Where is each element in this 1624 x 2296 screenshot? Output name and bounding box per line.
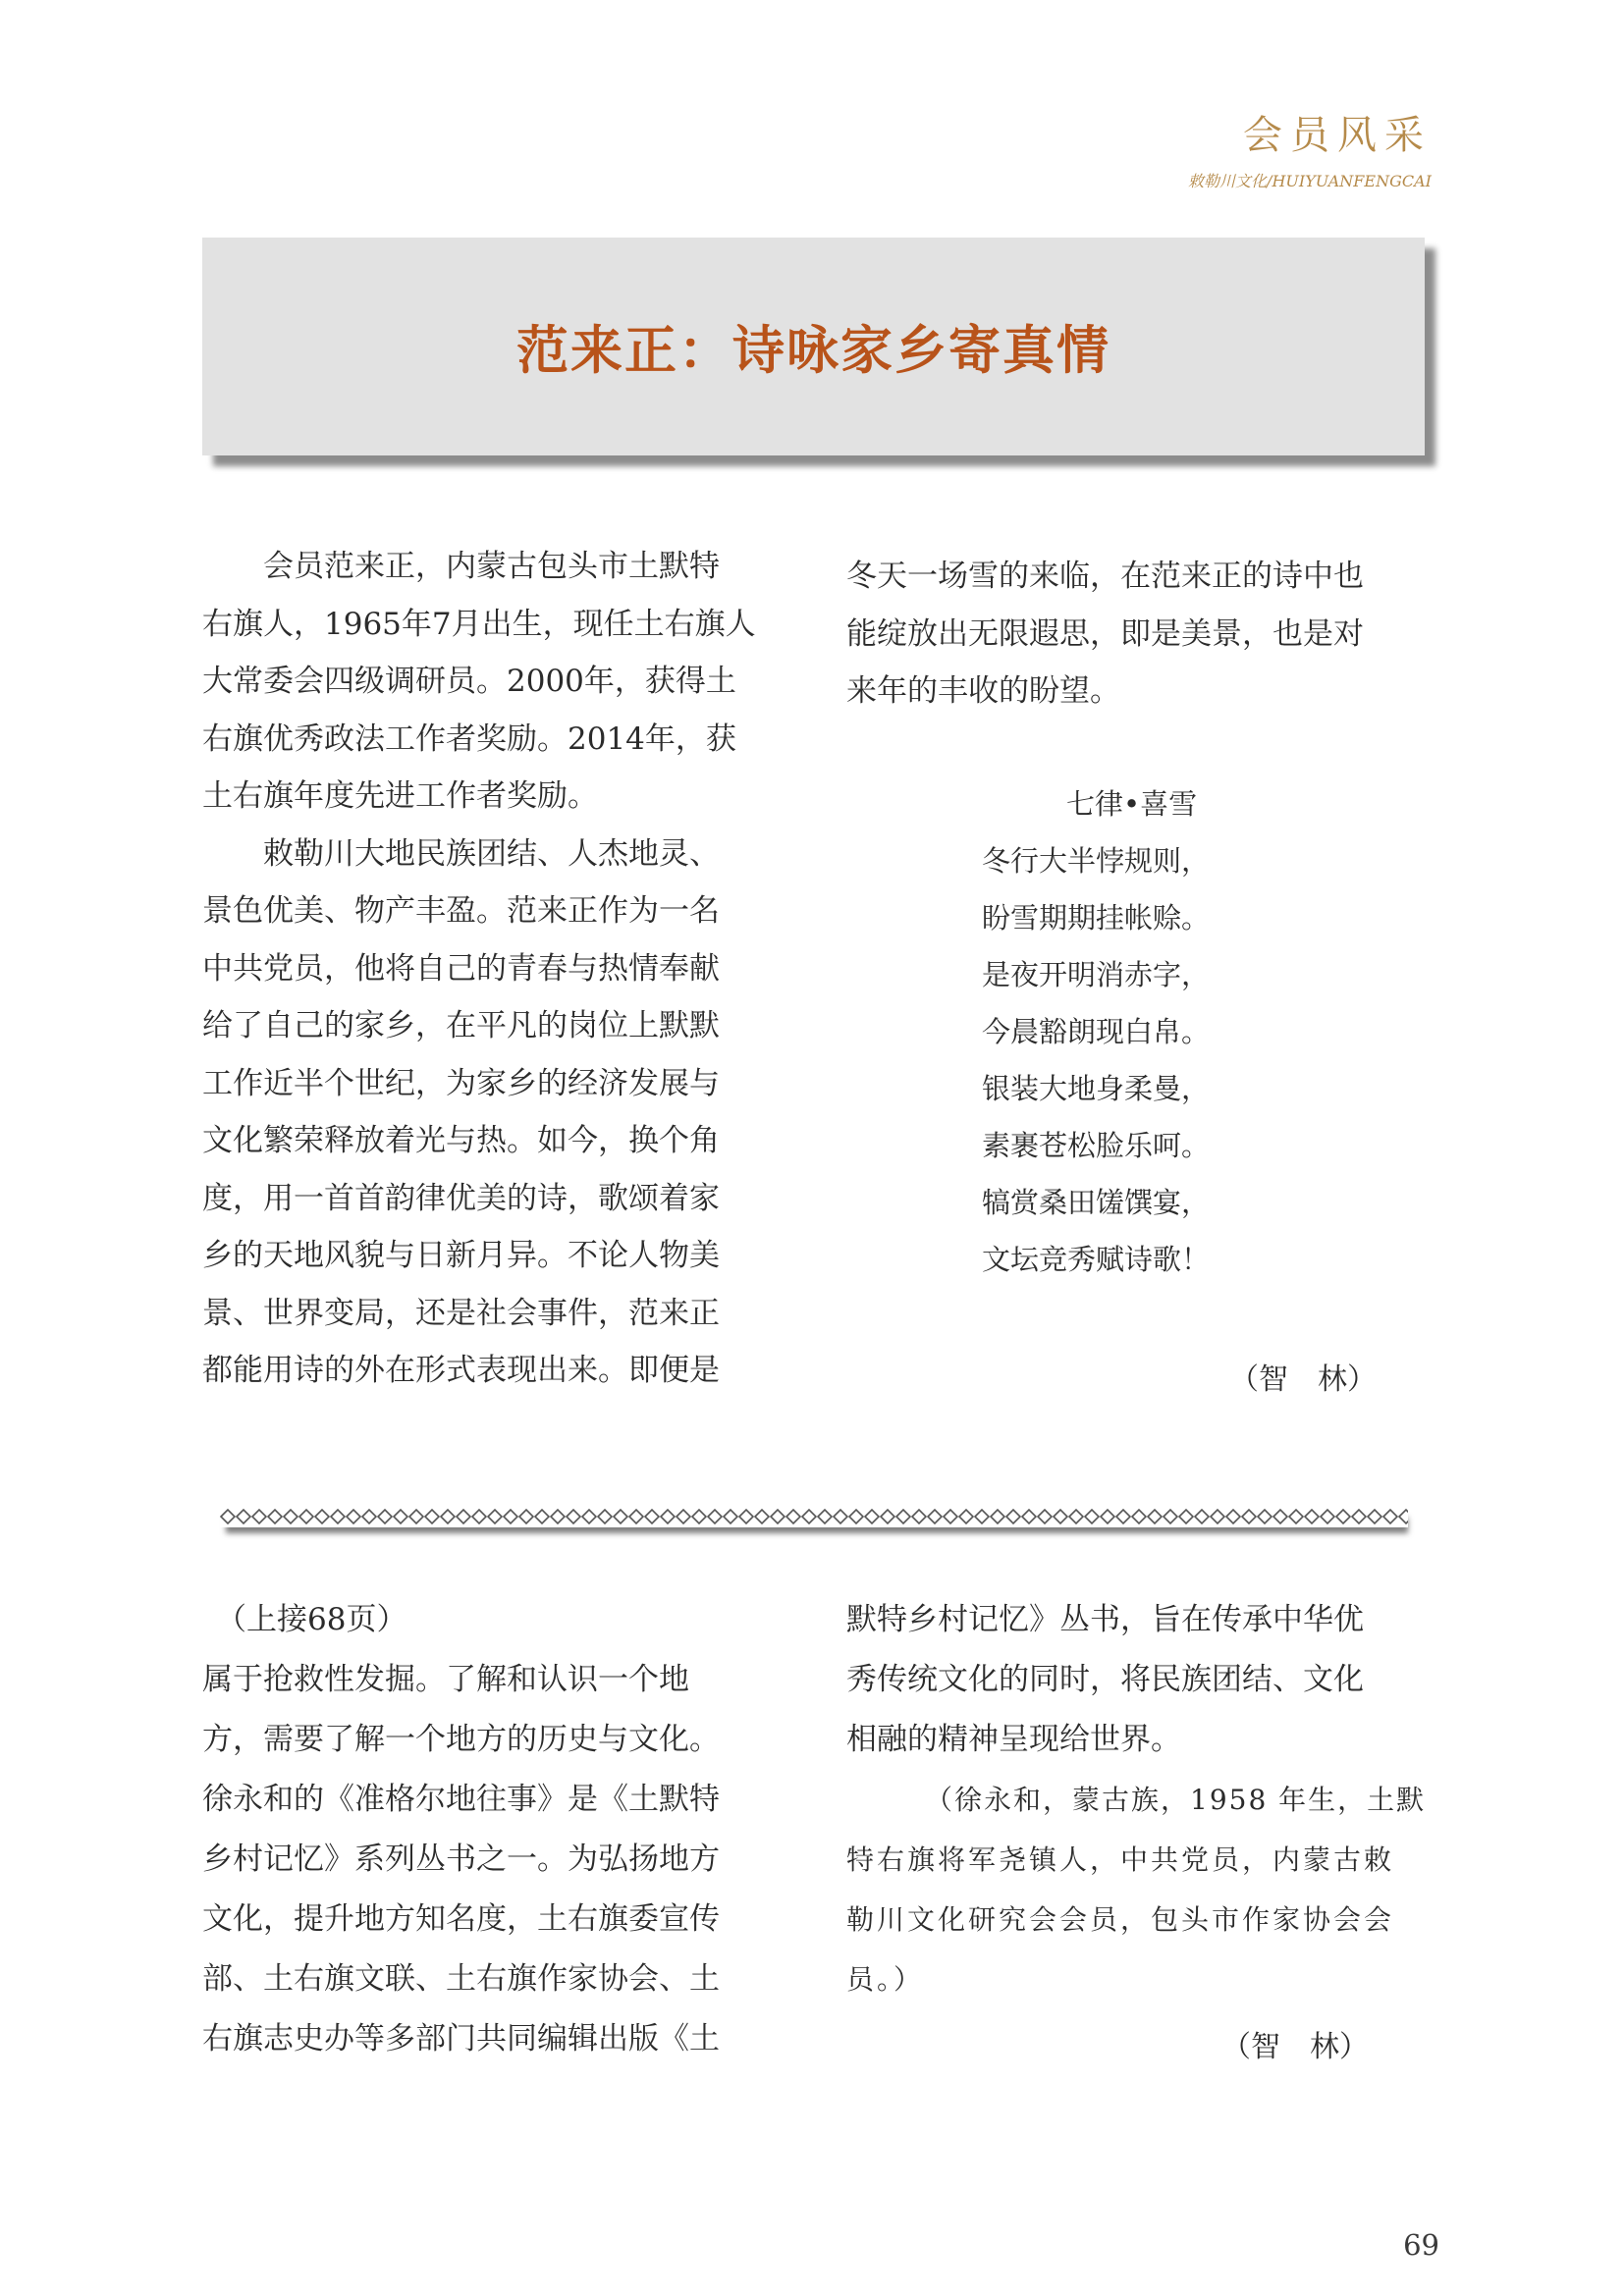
text-line: 右旗人，1965年7月出生，现任土右旗人 <box>202 606 756 642</box>
text-line: 乡的天地风貌与日新月异。不论人物美 <box>202 1238 720 1273</box>
poem-line: 今晨豁朗现白帛。 <box>982 1015 1211 1048</box>
text-line: 右旗优秀政法工作者奖励。2014年，获 <box>202 721 736 757</box>
text-line: 度，用一首首韵律优美的诗，歌颂着家 <box>202 1180 720 1216</box>
diamond-border-icon <box>220 1506 1408 1527</box>
section-divider <box>220 1506 1408 1527</box>
section-title: 会员风采 <box>1243 113 1432 158</box>
poem <box>982 775 1210 1288</box>
poem-line: 素裹苍松脸乐呵。 <box>982 1129 1211 1162</box>
poem-line: 银装大地身柔曼， <box>982 1072 1211 1105</box>
text-line: 敕勒川大地民族团结、人杰地灵、 <box>263 835 720 872</box>
text-line: 会员范来正，内蒙古包头市土默特 <box>263 549 720 584</box>
text-line: 工作近半个世纪，为家乡的经济发展与 <box>202 1065 720 1101</box>
text-line: 冬天一场雪的来临，在范来正的诗中也 <box>846 559 1364 594</box>
article-left-column <box>202 538 791 1400</box>
text-line: 相融的精神呈现给世界。 <box>846 1722 1181 1757</box>
article-signature: （智 林） <box>1229 1362 1377 1397</box>
text-line: 属于抢救性发掘。了解和认识一个地 <box>202 1662 689 1697</box>
text-line: 都能用诗的外在形式表现出来。即便是 <box>202 1353 720 1388</box>
text-line: 文化繁荣释放着光与热。如今，换个角 <box>202 1123 720 1158</box>
section-subtitle: 敕勒川文化/HUIYUANFENGCAI <box>1188 172 1432 190</box>
text-line: 文化，提升地方知名度，土右旗委宣传 <box>202 1901 720 1937</box>
page-number: 69 <box>1403 2228 1439 2262</box>
text-line: 景色优美、物产丰盈。范来正作为一名 <box>202 893 720 929</box>
article-paragraph <box>202 826 791 1400</box>
author-note <box>846 1770 1435 2009</box>
article-title: 范来正：诗咏家乡寄真情 <box>516 321 1110 381</box>
text-line: 秀传统文化的同时，将民族团结、文化 <box>846 1662 1364 1697</box>
article-paragraph <box>202 538 791 826</box>
section-header <box>1188 113 1432 191</box>
text-line: 乡村记忆》系列丛书之一。为弘扬地方 <box>202 1842 720 1877</box>
text-line: 给了自己的家乡，在平凡的岗位上默默 <box>202 1008 720 1043</box>
continuation-ref: （上接68页） <box>216 1602 407 1637</box>
text-line: 默特乡村记忆》丛书，旨在传承中华优 <box>846 1602 1364 1637</box>
poem-line: 冬行大半悖规则， <box>982 844 1211 878</box>
poem-line: 盼雪期期挂帐赊。 <box>982 901 1211 934</box>
poem-line: 是夜开明消赤字， <box>982 958 1211 991</box>
article-title-banner <box>202 238 1425 455</box>
article-right-column <box>846 548 1435 721</box>
text-line: 徐永和的《准格尔地往事》是《土默特 <box>202 1782 720 1817</box>
text-line: 大常委会四级调研员。2000年，获得土 <box>202 664 736 699</box>
text-line: 景、世界变局，还是社会事件，范来正 <box>202 1295 720 1331</box>
note-line: 特右旗将军尧镇人，中共党员，内蒙古敕 <box>846 1843 1395 1876</box>
continuation-right-column <box>846 1590 1435 1770</box>
text-line: 中共党员，他将自己的青春与热情奉献 <box>202 950 720 987</box>
text-line: 右旗志史办等多部门共同编辑出版《土 <box>202 2021 720 2056</box>
poem-line: 文坛竞秀赋诗歌！ <box>982 1243 1211 1276</box>
poem-line: 犒赏桑田馐馔宴， <box>982 1186 1211 1219</box>
continuation-left-column <box>202 1590 791 2069</box>
text-line: 土右旗年度先进工作者奖励。 <box>202 778 598 814</box>
note-line: 勒川文化研究会会员，包头市作家协会会 <box>846 1903 1395 1936</box>
note-line: （徐永和，蒙古族，1958 年生，土默 <box>925 1784 1427 1816</box>
note-line: 员。） <box>846 1963 925 1996</box>
text-line: 方，需要了解一个地方的历史与文化。 <box>202 1722 720 1757</box>
continuation-signature: （智 林） <box>1221 2030 1369 2064</box>
poem-title: 七律•喜雪 <box>1066 787 1198 821</box>
text-line: 部、土右旗文联、土右旗作家协会、土 <box>202 1961 720 1997</box>
text-line: 能绽放出无限遐思，即是美景，也是对 <box>846 615 1364 652</box>
text-line: 来年的丰收的盼望。 <box>846 673 1120 709</box>
